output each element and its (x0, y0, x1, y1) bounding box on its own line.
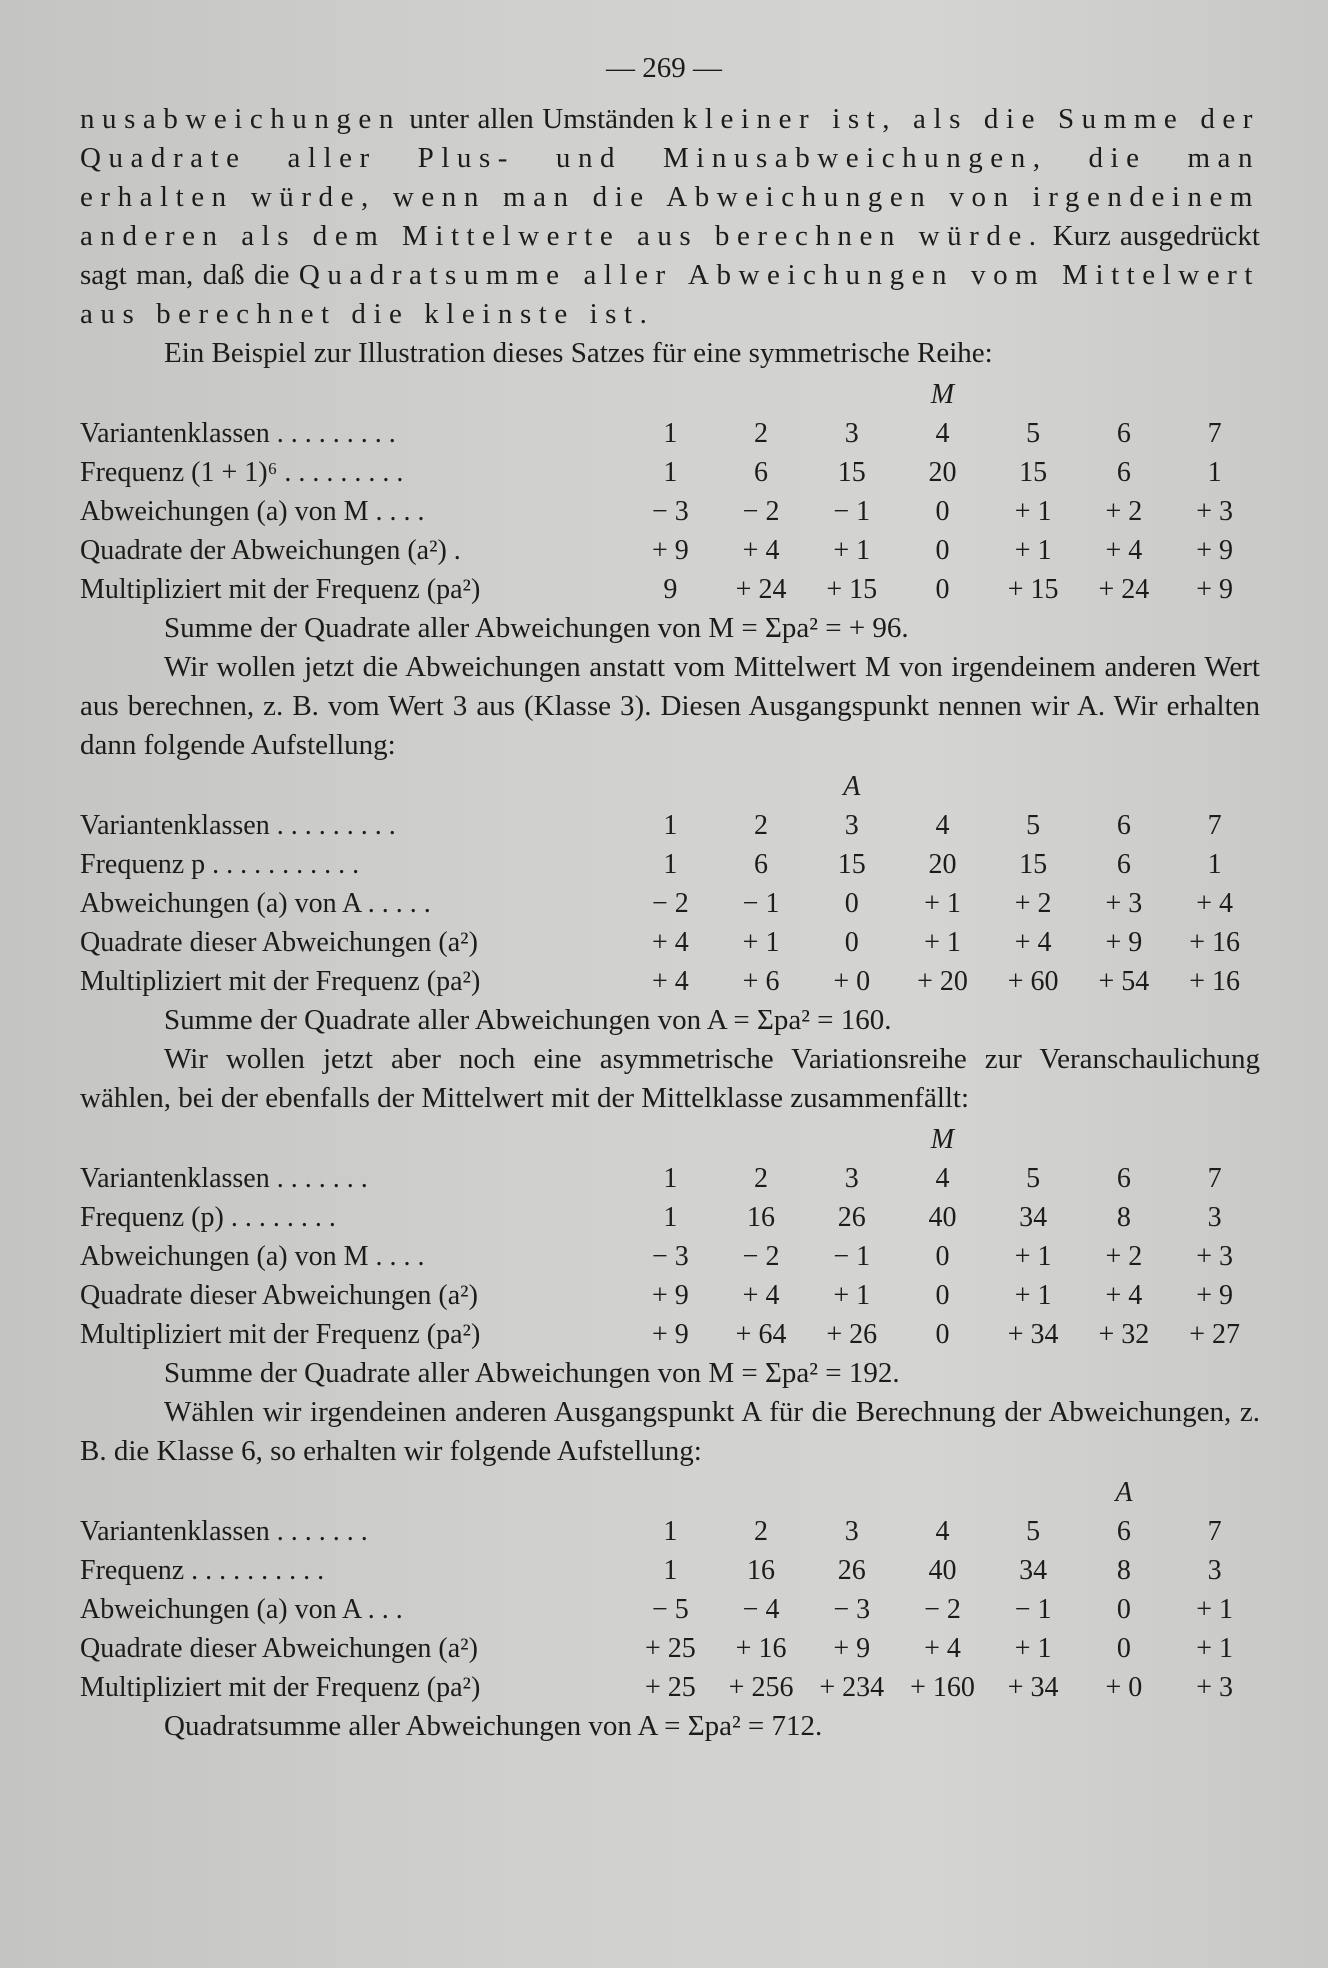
intro-spaced-2: kleiner ist, als die Summe der Quadrate aller Plus- und Minusabweichungen, die man erhalten würde, wenn man die Abweichungen von irgendeinem anderen als dem Mittelwerte aus berechnen würde. (80, 103, 1261, 252)
table-row: Quadrate dieser Abweichungen (a²) + 9 + 4 + 1 0 + 1 + 4 + 9 (80, 1280, 1233, 1311)
origin-marker: A (843, 771, 861, 802)
table-row: Variantenklassen . . . . . . . . . 1 2 3 4 5 6 7 (80, 810, 1222, 841)
table-row: Multipliziert mit der Frequenz (pa²) 9 + 24 + 15 0 + 15 + 24 + 9 (80, 574, 1233, 605)
table-row: Abweichungen (a) von A . . . . . − 2 − 1 0 + 1 + 2 + 3 + 4 (80, 888, 1233, 919)
mean-marker: M (930, 379, 955, 410)
paragraph-4: Wählen wir irgendeinen anderen Ausgangspunkt A für die Berechnung der Abweichungen, z. B. die Klasse 6, so erhalten wir folgende Aufstellung: (80, 1396, 1260, 1467)
table-row: Frequenz . . . . . . . . . . 1 16 26 40 34 8 3 (80, 1555, 1222, 1586)
page-number: — 269 — (606, 52, 722, 84)
table-row: Abweichungen (a) von M . . . . − 3 − 2 − 1 0 + 1 + 2 + 3 (80, 496, 1233, 527)
table-row: Frequenz p . . . . . . . . . . . 1 6 15 20 15 6 1 (80, 849, 1222, 880)
table-summary-4: Quadratsumme aller Abweichungen von A = Σpa² = 712. (164, 1710, 823, 1742)
intro-paragraph (80, 100, 1260, 334)
intro-spaced-3: Quadratsumme aller Abweichungen vom Mittelwert aus berechnet die kleinste ist. (80, 259, 1260, 330)
table-row: Abweichungen (a) von A . . . − 5 − 4 − 3 − 2 − 1 0 + 1 (80, 1594, 1233, 1625)
intro-mid-2: Kurz ausgedrückt sagt man, daß die (80, 220, 1260, 291)
mean-marker: M (930, 1124, 955, 1155)
marker-row (80, 767, 1260, 806)
table-summary-2: Summe der Quadrate aller Abweichungen von A = Σpa² = 160. (164, 1004, 892, 1036)
intro-spaced-1: nusabweichungen (80, 103, 401, 135)
paragraph-3: Wir wollen jetzt aber noch eine asymmetrische Variationsreihe zur Veranschaulichung wählen, bei der ebenfalls der Mittelwert mit der Mittelklasse zusammenfällt: (80, 1043, 1260, 1114)
table-row: Frequenz (1 + 1)⁶ . . . . . . . . . 1 6 15 20 15 6 1 (80, 457, 1222, 488)
page-body (80, 100, 1260, 1746)
table-row: Quadrate der Abweichungen (a²) . + 9 + 4 + 1 0 + 1 + 4 + 9 (80, 535, 1233, 566)
table-row: Multipliziert mit der Frequenz (pa²) + 9 + 64 + 26 0 + 34 + 32 + 27 (80, 1319, 1240, 1350)
table-block-4 (80, 1473, 1260, 1746)
table-row: Multipliziert mit der Frequenz (pa²) + 25 + 256 + 234 + 160 + 34 + 0 + 3 (80, 1672, 1233, 1703)
table-row: Variantenklassen . . . . . . . 1 2 3 4 5 6 7 (80, 1516, 1222, 1547)
table-row: Abweichungen (a) von M . . . . − 3 − 2 − 1 0 + 1 + 2 + 3 (80, 1241, 1233, 1272)
origin-marker: A (1115, 1477, 1133, 1508)
table-row: Quadrate dieser Abweichungen (a²) + 4 + 1 0 + 1 + 4 + 9 + 16 (80, 927, 1240, 958)
marker-row (80, 1473, 1260, 1512)
table-summary-1: Summe der Quadrate aller Abweichungen von M = Σpa² = + 96. (164, 612, 909, 644)
deviation-table-3 (80, 1120, 1260, 1354)
table-block-2 (80, 767, 1260, 1040)
example-intro: Ein Beispiel zur Illustration dieses Satzes für eine symmetrische Reihe: (164, 337, 993, 369)
table-block-1 (80, 375, 1260, 648)
deviation-table-1 (80, 375, 1260, 609)
marker-row (80, 375, 1260, 414)
table-summary-3: Summe der Quadrate aller Abweichungen von M = Σpa² = 192. (164, 1357, 900, 1389)
intro-mid-1: unter allen Umständen (400, 103, 683, 135)
table-row: Variantenklassen . . . . . . . 1 2 3 4 5 6 7 (80, 1163, 1222, 1194)
table-row: Variantenklassen . . . . . . . . . 1 2 3 4 5 6 7 (80, 418, 1222, 449)
deviation-table-4 (80, 1473, 1260, 1707)
table-block-3 (80, 1120, 1260, 1393)
deviation-table-2 (80, 767, 1260, 1001)
table-row: Quadrate dieser Abweichungen (a²) + 25 + 16 + 9 + 4 + 1 0 + 1 (80, 1633, 1233, 1664)
paragraph-2: Wir wollen jetzt die Abweichungen anstatt vom Mittelwert M von irgendeinem anderen Wert aus berechnen, z. B. vom Wert 3 aus (Klasse 3). Diesen Ausgangspunkt nennen wir A. Wir erhalten dann folgende Aufstellung: (80, 651, 1260, 761)
table-row: Multipliziert mit der Frequenz (pa²) + 4 + 6 + 0 + 20 + 60 + 54 + 16 (80, 966, 1240, 997)
marker-row (80, 1120, 1260, 1159)
table-row: Frequenz (p) . . . . . . . . 1 16 26 40 34 8 3 (80, 1202, 1222, 1233)
